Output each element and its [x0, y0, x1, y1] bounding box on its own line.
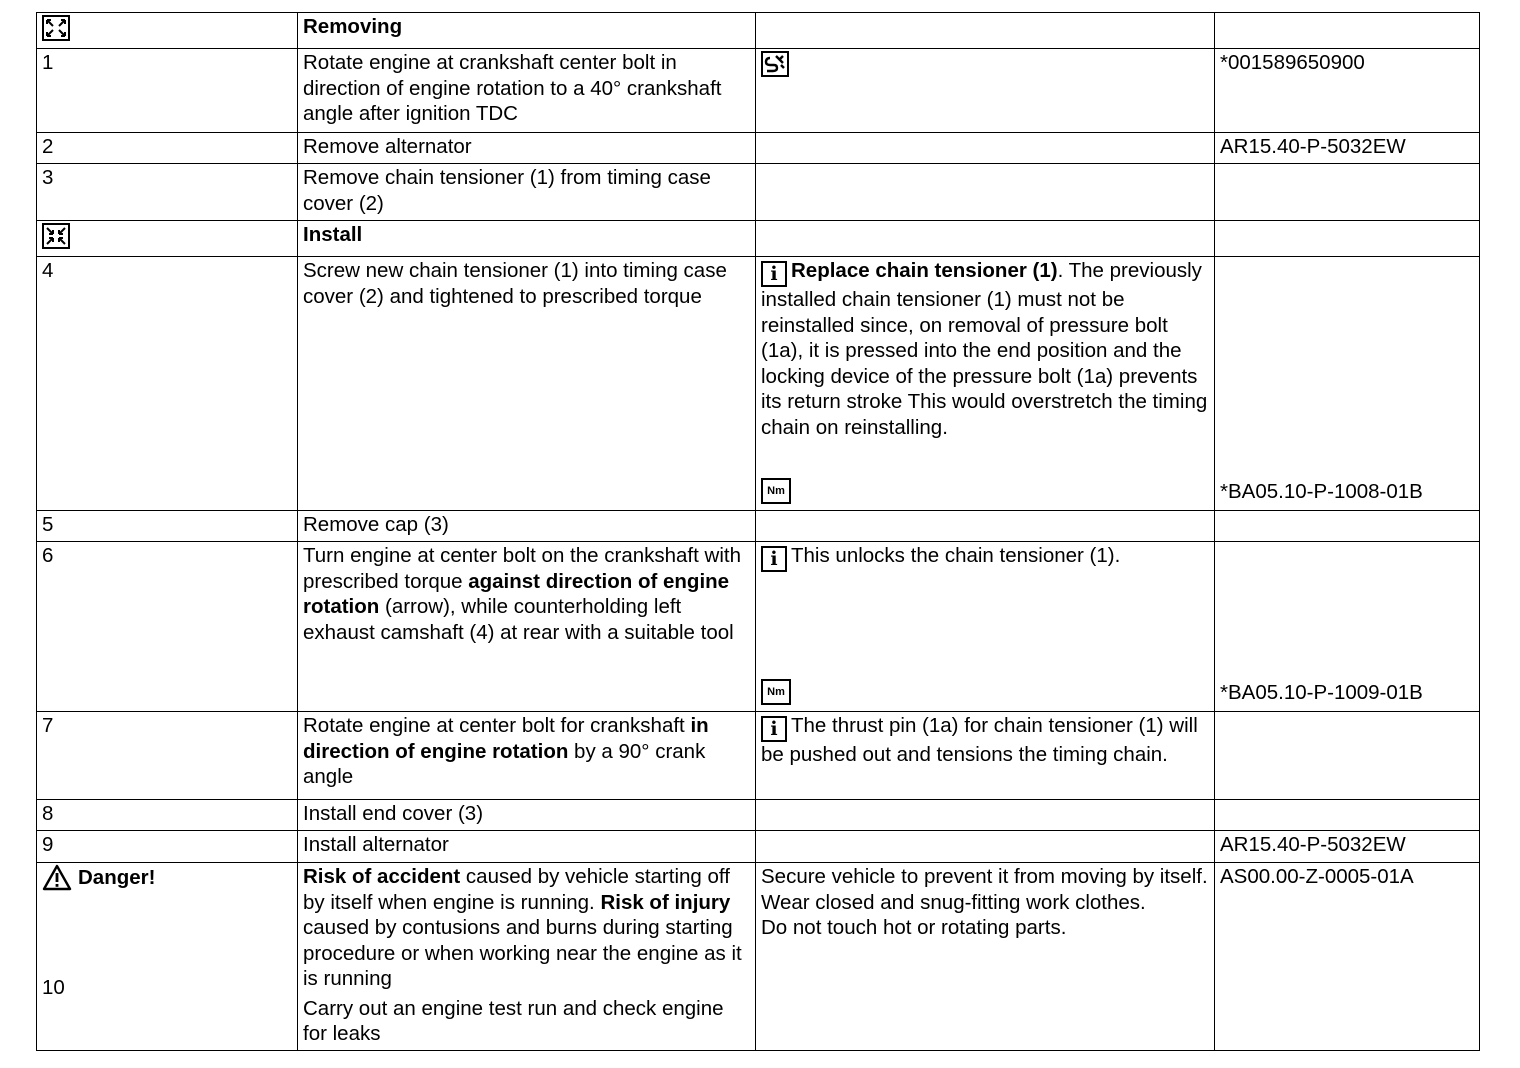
step-action: Install alternator — [298, 831, 756, 863]
step-number: 1 — [37, 49, 298, 133]
risk-text: Risk of accident caused by vehicle starting off by itself when engine is running. Risk of injury caused by contusions and burns during starting procedure or when working near the engine as it is running — [303, 865, 742, 990]
info-icon: i — [761, 716, 787, 742]
step-number: 3 — [37, 164, 298, 221]
table-row — [37, 542, 1480, 712]
warning-icon — [42, 864, 72, 891]
safety-measures: Secure vehicle to prevent it from moving by itself. Wear closed and snug-fitting work clothes. Do not touch hot or rotating parts. — [756, 863, 1215, 1051]
table-row — [37, 863, 1480, 1051]
table-row — [37, 712, 1480, 800]
info-icon: i — [761, 546, 787, 572]
step-number: 10 — [42, 976, 65, 999]
section-title-removing: Removing — [298, 13, 756, 49]
procedure-table — [36, 12, 1480, 1051]
table-row — [37, 164, 1480, 221]
step-number: 6 — [37, 542, 298, 712]
section-title-install: Install — [298, 221, 756, 257]
note-text: i This unlocks the chain tensioner (1). — [761, 543, 1209, 572]
reference: AS00.00-Z-0005-01A — [1215, 863, 1480, 1051]
step-action: Carry out an engine test run and check engine for leaks — [303, 996, 724, 1045]
table-row — [37, 257, 1480, 511]
install-icon-cell — [37, 221, 298, 257]
step-action: Remove cap (3) — [298, 511, 756, 542]
special-tool-icon — [761, 51, 789, 77]
note-text: i The thrust pin (1a) for chain tensioner (1) will be pushed out and tensions the timing chain. — [756, 712, 1215, 800]
table-row — [37, 13, 1480, 49]
step-action: Remove alternator — [298, 133, 756, 164]
step-action: Rotate engine at center bolt for crankshaft in direction of engine rotation by a 90° crank angle — [298, 712, 756, 800]
step-action: Screw new chain tensioner (1) into timing case cover (2) and tightened to prescribed torque — [298, 257, 756, 511]
table-row — [37, 831, 1480, 863]
table-row — [37, 133, 1480, 164]
note-rest: . The previously installed chain tensioner (1) must not be reinstalled since, on removal of pressure bolt (1a), it is pressed into the end position and the locking device of the pressure bolt (1a) prevents its return stroke This would overstretch the timing chain on reinstalling. — [761, 259, 1208, 439]
step-number: 8 — [37, 800, 298, 831]
note-cell — [756, 257, 1215, 511]
step-number: 9 — [37, 831, 298, 863]
reference: *BA05.10-P-1009-01B — [1220, 680, 1423, 704]
step-action: Install end cover (3) — [298, 800, 756, 831]
table-row — [37, 49, 1480, 133]
removing-icon-cell — [37, 13, 298, 49]
table-row — [37, 511, 1480, 542]
step-action: Turn engine at center bolt on the crankshaft with prescribed torque against direction of engine rotation (arrow), while counterholding left exhaust camshaft (4) at rear with a suitable tool — [298, 542, 756, 712]
step-number: 2 — [37, 133, 298, 164]
table-row — [37, 800, 1480, 831]
step-action: Remove chain tensioner (1) from timing case cover (2) — [298, 164, 756, 221]
note-text — [761, 258, 1209, 440]
step-action: Rotate engine at crankshaft center bolt in direction of engine rotation to a 40° crankshaft angle after ignition TDC — [298, 49, 756, 133]
reference: *BA05.10-P-1008-01B — [1220, 479, 1423, 503]
install-icon — [42, 223, 70, 249]
torque-icon: Nm — [761, 679, 791, 705]
step-number: 4 — [37, 257, 298, 511]
note-bold: Replace chain tensioner (1) — [791, 259, 1058, 282]
info-icon: i — [761, 261, 787, 287]
reference: *001589650900 — [1215, 49, 1480, 133]
danger-label: Danger! — [42, 864, 292, 891]
removing-icon — [42, 15, 70, 41]
torque-icon: Nm — [761, 478, 791, 504]
reference: AR15.40-P-5032EW — [1215, 133, 1480, 164]
table-row — [37, 221, 1480, 257]
step-number: 7 — [37, 712, 298, 800]
step-number: 5 — [37, 511, 298, 542]
note-cell — [756, 542, 1215, 712]
reference: AR15.40-P-5032EW — [1215, 831, 1480, 863]
